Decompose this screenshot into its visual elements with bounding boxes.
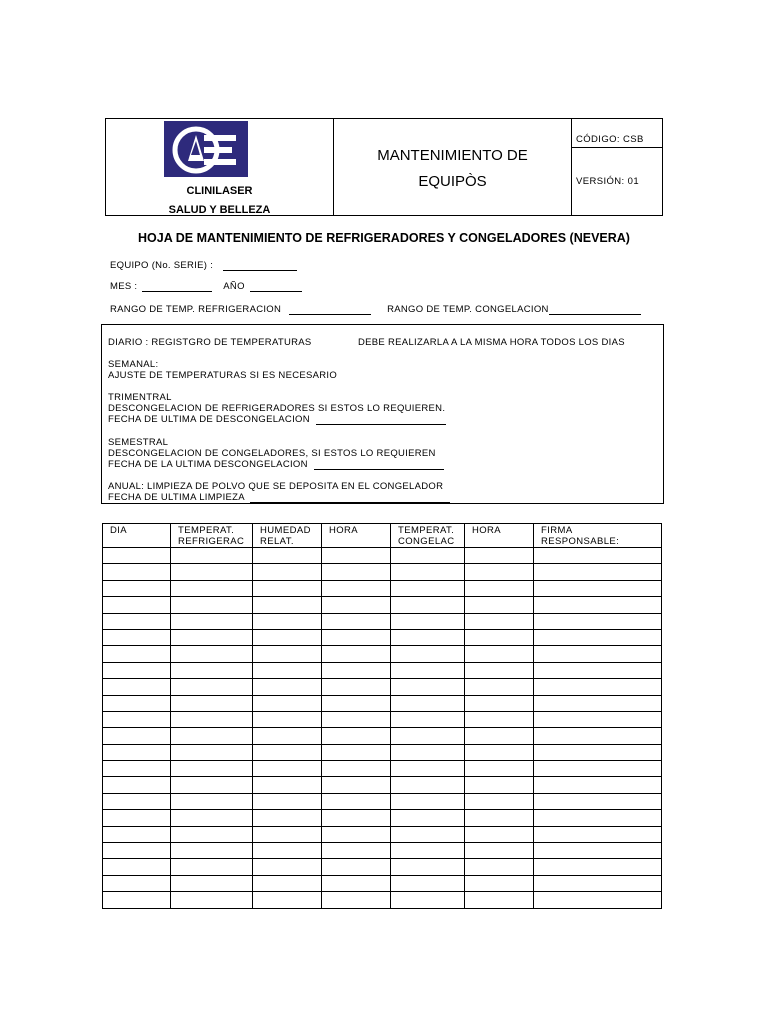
table-cell[interactable]	[534, 810, 662, 826]
trimestral-fecha	[108, 414, 446, 425]
table-cell[interactable]	[322, 597, 391, 613]
table-cell[interactable]	[534, 695, 662, 711]
table-cell[interactable]	[391, 810, 465, 826]
table-cell[interactable]	[534, 744, 662, 760]
table-cell[interactable]	[171, 613, 253, 629]
table-cell[interactable]	[253, 859, 322, 875]
instructions-box	[101, 324, 664, 504]
table-cell[interactable]	[391, 892, 465, 908]
table-cell[interactable]	[322, 679, 391, 695]
trimestral-fecha-label: FECHA DE ULTIMA DE DESCONGELACION	[108, 414, 310, 425]
table-cell[interactable]	[534, 597, 662, 613]
table-cell[interactable]	[534, 711, 662, 727]
table-cell[interactable]	[322, 843, 391, 859]
table-cell[interactable]	[534, 679, 662, 695]
log-table-header-row	[103, 524, 662, 548]
table-cell[interactable]	[534, 613, 662, 629]
table-cell[interactable]	[103, 826, 171, 842]
table-row	[103, 597, 662, 613]
table-cell[interactable]	[465, 564, 534, 580]
table-row	[103, 580, 662, 596]
table-cell[interactable]	[171, 646, 253, 662]
table-cell[interactable]	[322, 744, 391, 760]
table-cell[interactable]	[171, 728, 253, 744]
semestral-fecha-label: FECHA DE LA ULTIMA DESCONGELACION	[108, 459, 308, 470]
table-cell[interactable]	[171, 662, 253, 678]
company-cell	[106, 119, 334, 215]
column-header-temperat-refrigerac: TEMPERAT. REFRIGERAC	[171, 524, 253, 548]
table-row	[103, 859, 662, 875]
table-cell[interactable]	[171, 580, 253, 596]
table-cell[interactable]	[103, 892, 171, 908]
table-cell[interactable]	[103, 843, 171, 859]
table-row	[103, 826, 662, 842]
table-cell[interactable]	[171, 695, 253, 711]
log-table-body	[103, 524, 662, 909]
table-cell[interactable]	[465, 843, 534, 859]
diario-note: DEBE REALIZARLA A LA MISMA HORA TODOS LOS DIAS	[358, 337, 625, 348]
table-cell[interactable]	[171, 793, 253, 809]
table-cell[interactable]	[103, 810, 171, 826]
table-cell[interactable]	[171, 597, 253, 613]
table-cell[interactable]	[322, 793, 391, 809]
table-cell[interactable]	[253, 679, 322, 695]
rango-congelacion-blank[interactable]	[549, 304, 641, 315]
column-header-hora-2: HORA	[465, 524, 534, 548]
table-cell[interactable]	[103, 646, 171, 662]
document-header	[105, 118, 663, 216]
semestral-fecha	[108, 459, 444, 470]
table-cell[interactable]	[534, 761, 662, 777]
column-header-hora-1: HORA	[322, 524, 391, 548]
table-cell[interactable]	[103, 744, 171, 760]
table-cell[interactable]	[253, 843, 322, 859]
table-cell[interactable]	[322, 564, 391, 580]
table-cell[interactable]	[465, 613, 534, 629]
table-cell[interactable]	[391, 793, 465, 809]
table-cell[interactable]	[465, 662, 534, 678]
table-row	[103, 892, 662, 908]
table-cell[interactable]	[322, 548, 391, 564]
code-cell	[572, 119, 662, 215]
table-cell[interactable]	[534, 843, 662, 859]
table-row	[103, 646, 662, 662]
table-cell[interactable]	[171, 629, 253, 645]
table-cell[interactable]	[322, 810, 391, 826]
table-cell[interactable]	[534, 875, 662, 891]
table-row	[103, 695, 662, 711]
sheet-title: HOJA DE MANTENIMIENTO DE REFRIGERADORES Y CONGELADORES (NEVERA)	[138, 231, 630, 245]
table-cell[interactable]	[534, 662, 662, 678]
table-cell[interactable]	[322, 875, 391, 891]
semestral-fecha-blank[interactable]	[314, 459, 444, 470]
trimestral-title: TRIMENTRAL	[108, 392, 172, 403]
table-cell[interactable]	[103, 662, 171, 678]
table-cell[interactable]	[465, 761, 534, 777]
table-cell[interactable]	[253, 548, 322, 564]
table-cell[interactable]	[534, 629, 662, 645]
table-cell[interactable]	[253, 695, 322, 711]
table-cell[interactable]	[465, 711, 534, 727]
table-cell[interactable]	[253, 597, 322, 613]
company-tagline: SALUD Y BELLEZA	[168, 204, 271, 216]
table-row	[103, 711, 662, 727]
semanal-title: SEMANAL:	[108, 359, 159, 370]
table-cell[interactable]	[253, 711, 322, 727]
table-cell[interactable]	[103, 597, 171, 613]
table-cell[interactable]	[322, 662, 391, 678]
table-cell[interactable]	[534, 826, 662, 842]
table-cell[interactable]	[253, 662, 322, 678]
table-cell[interactable]	[465, 892, 534, 908]
table-cell[interactable]	[103, 793, 171, 809]
table-cell[interactable]	[391, 711, 465, 727]
table-cell[interactable]	[322, 761, 391, 777]
table-cell[interactable]	[465, 744, 534, 760]
semanal-text: AJUSTE DE TEMPERATURAS SI ES NECESARIO	[108, 370, 338, 381]
table-cell[interactable]	[391, 613, 465, 629]
table-cell[interactable]	[391, 859, 465, 875]
semestral-text: DESCONGELACION DE CONGELADORES, SI ESTOS LO REQUIEREN	[108, 448, 436, 459]
table-cell[interactable]	[103, 777, 171, 793]
table-cell[interactable]	[253, 728, 322, 744]
document-title-line1: MANTENIMIENTO DE	[377, 147, 528, 164]
table-row	[103, 777, 662, 793]
table-cell[interactable]	[391, 826, 465, 842]
anio-label: AÑO	[223, 281, 245, 292]
table-cell[interactable]	[322, 711, 391, 727]
table-cell[interactable]	[171, 892, 253, 908]
table-cell[interactable]	[322, 728, 391, 744]
semestral-title: SEMESTRAL	[108, 437, 169, 448]
equipo-field	[110, 260, 297, 271]
table-cell[interactable]	[322, 646, 391, 662]
trimestral-fecha-blank[interactable]	[316, 414, 446, 425]
table-cell[interactable]	[391, 646, 465, 662]
table-cell[interactable]	[322, 892, 391, 908]
table-cell[interactable]	[171, 744, 253, 760]
table-row	[103, 679, 662, 695]
table-cell[interactable]	[171, 843, 253, 859]
table-cell[interactable]	[103, 875, 171, 891]
table-cell[interactable]	[103, 728, 171, 744]
table-cell[interactable]	[391, 843, 465, 859]
table-row	[103, 548, 662, 564]
code-divider	[572, 147, 662, 148]
table-cell[interactable]	[253, 613, 322, 629]
table-cell[interactable]	[465, 629, 534, 645]
table-cell[interactable]	[322, 859, 391, 875]
table-cell[interactable]	[391, 728, 465, 744]
diario-text: DIARIO : REGISTGRO DE TEMPERATURAS	[108, 337, 312, 348]
table-cell[interactable]	[465, 826, 534, 842]
equipo-label: EQUIPO (No. SERIE) :	[110, 260, 214, 271]
table-cell[interactable]	[534, 777, 662, 793]
table-row	[103, 843, 662, 859]
table-cell[interactable]	[171, 548, 253, 564]
table-cell[interactable]	[391, 662, 465, 678]
table-cell[interactable]	[253, 761, 322, 777]
table-cell[interactable]	[103, 711, 171, 727]
table-row	[103, 744, 662, 760]
table-cell[interactable]	[253, 744, 322, 760]
title-cell	[334, 119, 572, 215]
table-cell[interactable]	[534, 859, 662, 875]
table-row	[103, 793, 662, 809]
rango-refrigeracion-blank[interactable]	[289, 304, 371, 315]
table-cell[interactable]	[171, 711, 253, 727]
table-row	[103, 810, 662, 826]
table-cell[interactable]	[103, 859, 171, 875]
table-cell[interactable]	[103, 679, 171, 695]
document-code: CÓDIGO: CSB	[576, 134, 644, 145]
document-version: VERSIÓN: 01	[576, 176, 640, 187]
table-cell[interactable]	[103, 548, 171, 564]
column-header-firma-responsable: FIRMA RESPONSABLE:	[534, 524, 662, 548]
table-cell[interactable]	[103, 580, 171, 596]
table-cell[interactable]	[253, 580, 322, 596]
table-cell[interactable]	[391, 597, 465, 613]
table-cell[interactable]	[322, 629, 391, 645]
rango-refrigeracion-label: RANGO DE TEMP. REFRIGERACION	[110, 304, 282, 315]
clinilaser-logo-icon	[164, 121, 248, 177]
column-header-humedad-relat: HUMEDAD RELAT.	[253, 524, 322, 548]
table-row	[103, 629, 662, 645]
table-cell[interactable]	[534, 892, 662, 908]
table-cell[interactable]	[391, 548, 465, 564]
table-cell[interactable]	[465, 859, 534, 875]
table-cell[interactable]	[253, 777, 322, 793]
table-cell[interactable]	[171, 564, 253, 580]
table-cell[interactable]	[465, 695, 534, 711]
table-cell[interactable]	[465, 875, 534, 891]
mes-label: MES :	[110, 281, 138, 292]
table-cell[interactable]	[391, 777, 465, 793]
rango-field	[110, 304, 641, 315]
table-cell[interactable]	[534, 646, 662, 662]
table-cell[interactable]	[534, 564, 662, 580]
table-cell[interactable]	[322, 580, 391, 596]
equipo-blank[interactable]	[223, 260, 297, 271]
anual-fecha-blank[interactable]	[250, 492, 450, 503]
table-cell[interactable]	[465, 793, 534, 809]
table-cell[interactable]	[253, 875, 322, 891]
table-cell[interactable]	[171, 826, 253, 842]
table-row	[103, 761, 662, 777]
table-cell[interactable]	[465, 597, 534, 613]
table-cell[interactable]	[534, 548, 662, 564]
table-cell[interactable]	[103, 613, 171, 629]
table-row	[103, 613, 662, 629]
table-cell[interactable]	[253, 826, 322, 842]
mes-field	[110, 281, 302, 292]
anual-fecha	[108, 492, 450, 503]
table-row	[103, 662, 662, 678]
table-cell[interactable]	[322, 613, 391, 629]
table-cell[interactable]	[465, 580, 534, 596]
table-cell[interactable]	[171, 761, 253, 777]
table-cell[interactable]	[534, 580, 662, 596]
company-name: CLINILASER	[186, 185, 253, 197]
table-cell[interactable]	[465, 548, 534, 564]
table-cell[interactable]	[391, 875, 465, 891]
anual-fecha-label: FECHA DE ULTIMA LIMPIEZA	[108, 492, 245, 503]
table-cell[interactable]	[322, 826, 391, 842]
table-row	[103, 728, 662, 744]
table-cell[interactable]	[253, 646, 322, 662]
table-cell[interactable]	[253, 892, 322, 908]
table-cell[interactable]	[465, 679, 534, 695]
table-cell[interactable]	[103, 629, 171, 645]
table-cell[interactable]	[171, 859, 253, 875]
table-cell[interactable]	[391, 564, 465, 580]
table-cell[interactable]	[391, 580, 465, 596]
table-cell[interactable]	[253, 629, 322, 645]
table-cell[interactable]	[253, 793, 322, 809]
table-cell[interactable]	[103, 564, 171, 580]
table-cell[interactable]	[171, 810, 253, 826]
table-cell[interactable]	[253, 564, 322, 580]
table-cell[interactable]	[465, 728, 534, 744]
table-cell[interactable]	[465, 777, 534, 793]
table-cell[interactable]	[534, 793, 662, 809]
document-title-line2: EQUIPÒS	[418, 173, 487, 190]
table-cell[interactable]	[103, 761, 171, 777]
table-cell[interactable]	[534, 728, 662, 744]
table-cell[interactable]	[465, 646, 534, 662]
table-cell[interactable]	[322, 777, 391, 793]
table-cell[interactable]	[322, 695, 391, 711]
anual-text: ANUAL: LIMPIEZA DE POLVO QUE SE DEPOSITA EN EL CONGELADOR	[108, 481, 444, 492]
table-cell[interactable]	[171, 875, 253, 891]
column-header-dia: DIA	[103, 524, 171, 548]
table-row	[103, 564, 662, 580]
mes-blank[interactable]	[142, 281, 212, 292]
table-row	[103, 875, 662, 891]
table-cell[interactable]	[391, 695, 465, 711]
rango-congelacion-label: RANGO DE TEMP. CONGELACION	[387, 304, 549, 315]
anio-blank[interactable]	[250, 281, 302, 292]
table-cell[interactable]	[171, 777, 253, 793]
table-cell[interactable]	[171, 679, 253, 695]
trimestral-text: DESCONGELACION DE REFRIGERADORES SI ESTOS LO REQUIEREN.	[108, 403, 446, 414]
table-cell[interactable]	[391, 744, 465, 760]
table-cell[interactable]	[391, 761, 465, 777]
column-header-temperat-congelac: TEMPERAT. CONGELAC	[391, 524, 465, 548]
table-cell[interactable]	[253, 810, 322, 826]
table-cell[interactable]	[103, 695, 171, 711]
table-cell[interactable]	[391, 629, 465, 645]
table-cell[interactable]	[465, 810, 534, 826]
maintenance-log-table	[102, 523, 662, 909]
table-cell[interactable]	[391, 679, 465, 695]
